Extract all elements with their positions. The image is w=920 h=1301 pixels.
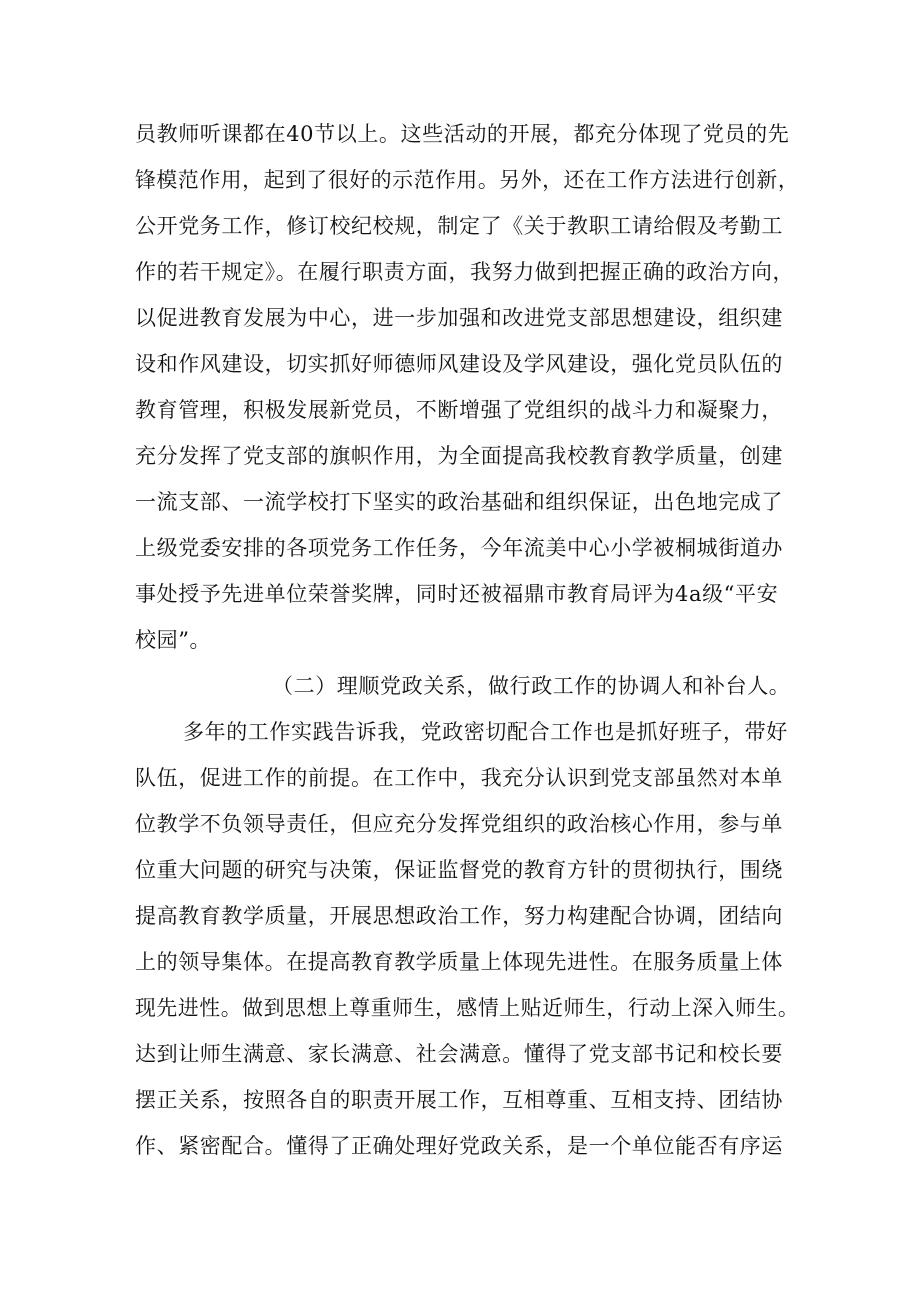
text-line: 作的若干规定》。在履行职责方面，我努力做到把握正确的政治方向，: [135, 260, 795, 284]
text-line: 以促进教育发展为中心，进一步加强和改进党支部思想建设，组织建: [135, 306, 783, 330]
text-line: 上级党委安排的各项党务工作任务，今年流美中心小学被桐城街道办: [135, 536, 783, 560]
text-line: 教育管理，积极发展新党员，不断增强了党组织的战斗力和凝聚力，: [135, 398, 783, 422]
text-line: 作、紧密配合。懂得了正确处理好党政关系，是一个单位能否有序运: [135, 1134, 783, 1158]
text-line: 位教学不负领导责任，但应充分发挥党组织的政治核心作用，参与单: [135, 812, 783, 836]
section-heading: （二）理顺党政关系，做行政工作的协调人和补台人。: [272, 674, 791, 698]
text-line: 锋模范作用，起到了很好的示范作用。另外，还在工作方法进行创新，: [135, 168, 800, 192]
text-line: 上的领导集体。在提高教育教学质量上体现先进性。在服务质量上体: [135, 950, 783, 974]
text-line: 达到让师生满意、家长满意、社会满意。懂得了党支部书记和校长要: [135, 1042, 783, 1066]
text-line: 位重大问题的研究与决策，保证监督党的教育方针的贯彻执行，围绕: [135, 858, 783, 882]
text-line: 摆正关系，按照各自的职责开展工作，互相尊重、互相支持、团结协: [135, 1088, 783, 1112]
text-line: 队伍，促进工作的前提。在工作中，我充分认识到党支部虽然对本单: [135, 766, 783, 790]
text-line: 提高教育教学质量，开展思想政治工作，努力构建配合协调，团结向: [135, 904, 783, 928]
text-line: 设和作风建设，切实抓好师德师风建设及学风建设，强化党员队伍的: [135, 352, 783, 376]
text-line: 校园”。: [135, 628, 212, 652]
text-line: 一流支部、一流学校打下坚实的政治基础和组织保证，出色地完成了: [135, 490, 783, 514]
text-line: 公开党务工作，修订校纪校规，制定了《关于教职工请给假及考勤工: [135, 214, 783, 238]
text-line: 员教师听课都在40节以上。这些活动的开展，都充分体现了党员的先: [135, 122, 790, 146]
text-line: 事处授予先进单位荣誉奖牌，同时还被福鼎市教育局评为4a级“平安: [135, 582, 779, 606]
text-line: 多年的工作实践告诉我，党政密切配合工作也是抓好班子，带好: [183, 720, 788, 744]
text-line: 充分发挥了党支部的旗帜作用，为全面提高我校教育教学质量，创建: [135, 444, 783, 468]
text-line: 现先进性。做到思想上尊重师生，感情上贴近师生，行动上深入师生。: [135, 996, 800, 1020]
